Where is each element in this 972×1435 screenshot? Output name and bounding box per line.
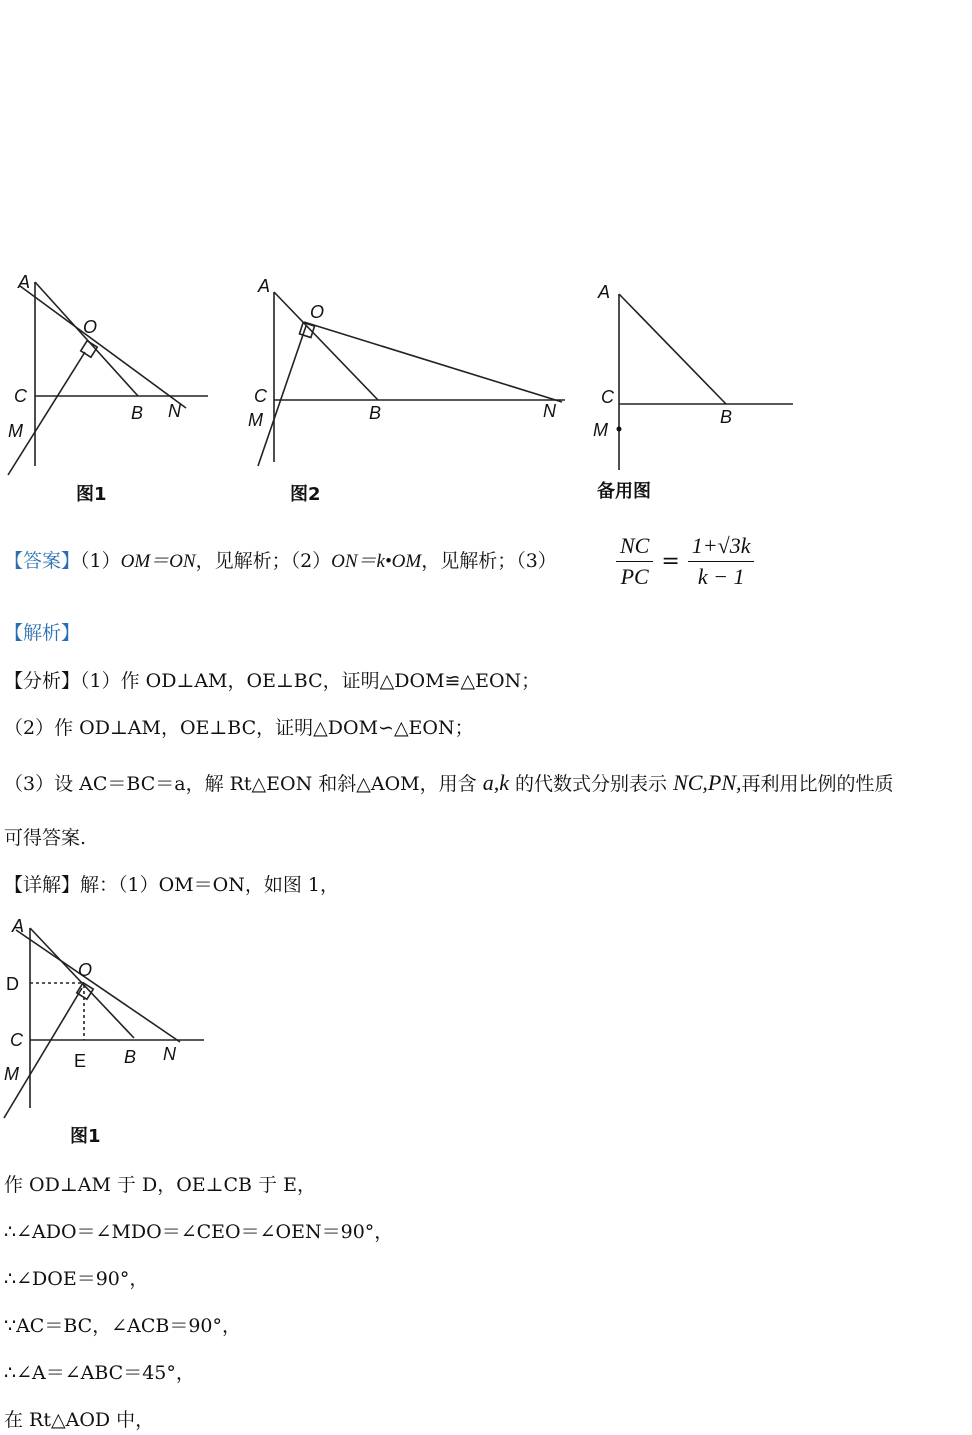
label-c: C [14,386,27,406]
fraction-1-numerator: NC [616,533,653,562]
figure-2-caption: 图2 [290,484,321,505]
label-b: B [720,407,733,427]
label-a: A [598,282,611,302]
fenxi-math-nc-pn: NC,PN, [673,770,742,795]
fraction-2-numerator: 1+√3k [688,533,755,562]
label-n: N [543,401,556,421]
label-m: M [593,420,608,440]
analysis-heading [4,620,80,646]
label-b: B [369,403,382,423]
label-o: O [83,317,98,337]
label-m: M [4,1064,19,1084]
figure-1-caption: 图1 [76,484,107,505]
fraction-2-denominator: k − 1 [697,564,745,589]
detail-step-3: ∴∠DOE＝90°， [4,1268,149,1290]
label-m: M [8,421,23,441]
detail-step-2: ∴∠ADO＝∠MDO＝∠CEO＝∠OEN＝90°， [4,1221,394,1243]
answer-formula [612,533,758,590]
figure-3 [585,270,805,510]
label-a: A [258,276,271,296]
figure-3-caption: 备用图 [597,481,651,502]
label-d: D [6,974,19,994]
answer-tag: 【答案】 [4,550,81,572]
fenxi-line-3 [4,770,894,797]
fenxi-line-4: 可得答案. [4,827,87,849]
label-b: B [131,403,144,423]
figure-4-caption: 图1 [70,1126,101,1147]
detail-step-4: ∵AC＝BC，∠ACB＝90°， [4,1315,242,1337]
label-e: E [74,1051,87,1071]
fenxi-line-1 [4,668,540,694]
fenxi-line-2: （2）作 OD⊥AM，OE⊥BC，证明△DOM∽△EON； [4,717,474,739]
label-a: A [18,272,31,292]
label-o: O [310,302,325,322]
fenxi-text-3e: 再利用比例的性质 [741,773,894,795]
fenxi-text-3c: 的代数式分别表示 [515,773,668,795]
label-n: N [168,401,181,421]
fenxi-tag: 【分析】 [4,670,81,692]
detail-tag: 【详解】 [4,874,81,896]
label-b: B [124,1047,137,1067]
label-c: C [254,386,267,406]
equals-sign: = [661,549,680,574]
answer-part1-math: OM＝ON [120,551,196,572]
detail-step-1: 作 OD⊥AM 于 D，OE⊥CB 于 E， [4,1174,316,1196]
fenxi-text-3a: （3）设 AC＝BC＝a，解 Rt△EON 和斜△AOM，用含 [4,773,477,795]
fraction-1-denominator: PC [620,564,649,589]
fenxi-math-ak: a,k [482,770,509,795]
figure-1 [0,270,220,510]
answer-part2-suffix: ，见解析；（3） [421,550,557,572]
detail-intro: 解：（1）OM＝ON，如图 1， [80,874,339,896]
answer-part1-suffix: ，见解析；（2） [195,550,332,572]
label-c: C [601,387,614,407]
label-n: N [163,1044,176,1064]
label-c: C [10,1030,23,1050]
figure-2 [240,270,580,510]
label-a: A [12,916,25,936]
answer-part1-prefix: （1） [80,550,121,572]
detail-step-6: 在 Rt△AOD 中， [4,1409,155,1431]
figure-4 [0,910,220,1155]
answer-part2-math: ON＝k•OM [331,551,422,572]
answer-line [4,548,557,575]
label-m: M [248,410,263,430]
analysis-tag: 【解析】 [4,622,81,644]
fenxi-text-1: （1）作 OD⊥AM，OE⊥BC，证明△DOM≌△EON； [80,670,541,692]
label-o: O [78,960,93,980]
detail-line [4,872,339,898]
detail-step-5: ∴∠A＝∠ABC＝45°， [4,1362,195,1384]
